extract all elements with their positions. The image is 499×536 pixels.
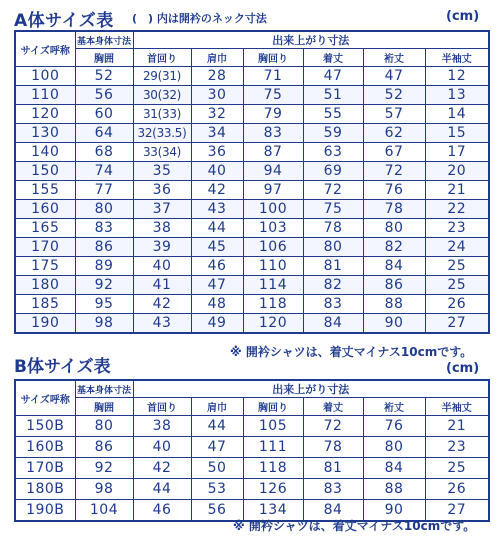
- table-cell: 52: [75, 67, 133, 86]
- table-cell: 63: [303, 143, 363, 162]
- table-cell: 38: [133, 219, 191, 238]
- table-cell: 89: [75, 257, 133, 276]
- table-cell: 90: [363, 500, 425, 522]
- column-header: 胸囲: [75, 49, 133, 67]
- column-header: 肩巾: [191, 49, 243, 67]
- table-cell: 26: [425, 295, 489, 314]
- table-cell: 105: [243, 416, 303, 437]
- table-cell: 41: [133, 276, 191, 295]
- table-cell: 84: [363, 257, 425, 276]
- table-row: [15, 238, 489, 257]
- table-row: [15, 479, 489, 500]
- table-cell: 80: [75, 200, 133, 219]
- column-header: 肩巾: [191, 398, 243, 416]
- table-cell: 75: [243, 86, 303, 105]
- table-cell: 83: [75, 219, 133, 238]
- table-cell: 110: [243, 257, 303, 276]
- table-cell: 80: [363, 437, 425, 458]
- table-cell: 98: [75, 314, 133, 334]
- table-cell: 69: [303, 162, 363, 181]
- size-cell: 160B: [15, 437, 75, 458]
- size-cell: 170B: [15, 458, 75, 479]
- section-a-title: A体サイズ表: [14, 11, 114, 31]
- table-cell: 77: [75, 181, 133, 200]
- size-table-a: [14, 30, 490, 334]
- table-row: [15, 143, 489, 162]
- table-cell: 47: [303, 67, 363, 86]
- table-cell: 25: [425, 276, 489, 295]
- header-finished: 出来上がり寸法: [133, 380, 489, 398]
- table-cell: 42: [133, 295, 191, 314]
- table-cell: 76: [363, 181, 425, 200]
- table-cell: 75: [303, 200, 363, 219]
- table-row: [15, 437, 489, 458]
- table-cell: 87: [243, 143, 303, 162]
- table-cell: 21: [425, 181, 489, 200]
- table-cell: 98: [75, 479, 133, 500]
- table-cell: 90: [363, 314, 425, 334]
- section-b-title: B体サイズ表: [14, 357, 111, 377]
- table-cell: 56: [191, 500, 243, 522]
- table-cell: 81: [303, 458, 363, 479]
- table-cell: 30: [191, 86, 243, 105]
- table-cell: 111: [243, 437, 303, 458]
- table-cell: 32(33.5): [133, 124, 191, 143]
- table-cell: 64: [75, 124, 133, 143]
- table-cell: 42: [133, 458, 191, 479]
- table-cell: 12: [425, 67, 489, 86]
- table-cell: 38: [133, 416, 191, 437]
- size-table-b: [14, 379, 490, 522]
- table-cell: 32: [191, 105, 243, 124]
- header-body-size: 基本身体寸法: [75, 31, 133, 49]
- table-row: [15, 458, 489, 479]
- table-cell: 23: [425, 437, 489, 458]
- table-cell: 48: [191, 295, 243, 314]
- table-cell: 76: [363, 416, 425, 437]
- table-cell: 81: [303, 257, 363, 276]
- column-header: 裄丈: [363, 398, 425, 416]
- table-cell: 78: [363, 200, 425, 219]
- table-row: [15, 219, 489, 238]
- table-cell: 14: [425, 105, 489, 124]
- table-cell: 84: [303, 314, 363, 334]
- size-cell: 190B: [15, 500, 75, 522]
- column-header: 胸囲: [75, 398, 133, 416]
- table-cell: 118: [243, 458, 303, 479]
- table-cell: 46: [133, 500, 191, 522]
- table-cell: 36: [133, 181, 191, 200]
- table-cell: 80: [75, 416, 133, 437]
- table-cell: 34: [191, 124, 243, 143]
- table-cell: 30(32): [133, 86, 191, 105]
- table-cell: 68: [75, 143, 133, 162]
- table-cell: 97: [243, 181, 303, 200]
- size-cell: 130: [15, 124, 75, 143]
- table-cell: 104: [75, 500, 133, 522]
- table-cell: 134: [243, 500, 303, 522]
- table-row: [15, 200, 489, 219]
- table-cell: 24: [425, 238, 489, 257]
- table-cell: 78: [303, 437, 363, 458]
- table-row: [15, 162, 489, 181]
- table-cell: 80: [303, 238, 363, 257]
- size-cell: 175: [15, 257, 75, 276]
- table-cell: 114: [243, 276, 303, 295]
- table-cell: 84: [363, 458, 425, 479]
- table-cell: 79: [243, 105, 303, 124]
- table-cell: 83: [303, 295, 363, 314]
- table-cell: 92: [75, 276, 133, 295]
- table-cell: 82: [303, 276, 363, 295]
- size-cell: 190: [15, 314, 75, 334]
- table-cell: 59: [303, 124, 363, 143]
- column-header: 胸回り: [243, 398, 303, 416]
- table-cell: 57: [363, 105, 425, 124]
- table-cell: 40: [191, 162, 243, 181]
- table-cell: 86: [75, 437, 133, 458]
- table-cell: 67: [363, 143, 425, 162]
- size-cell: 120: [15, 105, 75, 124]
- table-cell: 17: [425, 143, 489, 162]
- table-cell: 78: [303, 219, 363, 238]
- table-row: [15, 257, 489, 276]
- table-row: [15, 416, 489, 437]
- table-cell: 52: [363, 86, 425, 105]
- table-cell: 25: [425, 257, 489, 276]
- size-cell: 150: [15, 162, 75, 181]
- table-cell: 23: [425, 219, 489, 238]
- size-cell: 165: [15, 219, 75, 238]
- table-cell: 20: [425, 162, 489, 181]
- column-header: 首回り: [133, 398, 191, 416]
- table-cell: 72: [303, 416, 363, 437]
- table-cell: 13: [425, 86, 489, 105]
- section-a-unit: (cm): [446, 9, 480, 24]
- table-cell: 103: [243, 219, 303, 238]
- table-row: [15, 295, 489, 314]
- table-cell: 49: [191, 314, 243, 334]
- table-cell: 120: [243, 314, 303, 334]
- table-cell: 27: [425, 314, 489, 334]
- column-header: 半袖丈: [425, 398, 489, 416]
- section-b-unit: (cm): [446, 361, 480, 376]
- size-cell: 180B: [15, 479, 75, 500]
- table-cell: 88: [363, 295, 425, 314]
- table-cell: 71: [243, 67, 303, 86]
- table-cell: 88: [363, 479, 425, 500]
- table-cell: 47: [191, 437, 243, 458]
- header-finished: 出来上がり寸法: [133, 31, 489, 49]
- table-cell: 25: [425, 458, 489, 479]
- table-cell: 47: [191, 276, 243, 295]
- size-cell: 150B: [15, 416, 75, 437]
- table-cell: 44: [191, 416, 243, 437]
- table-cell: 33(34): [133, 143, 191, 162]
- header-size-name: サイズ呼称: [15, 31, 75, 67]
- size-cell: 110: [15, 86, 75, 105]
- table-cell: 43: [191, 200, 243, 219]
- table-cell: 80: [363, 219, 425, 238]
- table-cell: 50: [191, 458, 243, 479]
- size-cell: 100: [15, 67, 75, 86]
- table-cell: 62: [363, 124, 425, 143]
- section-a-note: ( ) 内は開衿のネック寸法: [132, 12, 267, 25]
- table-row: [15, 67, 489, 86]
- table-row: [15, 124, 489, 143]
- table-cell: 42: [191, 181, 243, 200]
- table-cell: 92: [75, 458, 133, 479]
- table-cell: 26: [425, 479, 489, 500]
- table-cell: 45: [191, 238, 243, 257]
- column-header: 半袖丈: [425, 49, 489, 67]
- size-cell: 155: [15, 181, 75, 200]
- table-cell: 100: [243, 200, 303, 219]
- table-cell: 46: [191, 257, 243, 276]
- table-cell: 55: [303, 105, 363, 124]
- section-a-footnote: ※ 開衿シャツは、着丈マイナス10cmです。: [230, 345, 473, 359]
- table-cell: 72: [363, 162, 425, 181]
- table-cell: 44: [191, 219, 243, 238]
- table-cell: 82: [363, 238, 425, 257]
- table-cell: 40: [133, 437, 191, 458]
- size-cell: 160: [15, 200, 75, 219]
- table-cell: 86: [75, 238, 133, 257]
- table-cell: 47: [363, 67, 425, 86]
- table-cell: 126: [243, 479, 303, 500]
- column-header: 胸回り: [243, 49, 303, 67]
- table-cell: 84: [303, 500, 363, 522]
- table-row: [15, 314, 489, 334]
- table-cell: 27: [425, 500, 489, 522]
- column-header: 着丈: [303, 398, 363, 416]
- table-cell: 44: [133, 479, 191, 500]
- table-cell: 31(33): [133, 105, 191, 124]
- table-cell: 86: [363, 276, 425, 295]
- table-cell: 53: [191, 479, 243, 500]
- table-cell: 118: [243, 295, 303, 314]
- table-cell: 83: [243, 124, 303, 143]
- table-row: [15, 276, 489, 295]
- table-cell: 29(31): [133, 67, 191, 86]
- table-cell: 40: [133, 257, 191, 276]
- size-cell: 140: [15, 143, 75, 162]
- table-cell: 106: [243, 238, 303, 257]
- column-header: 首回り: [133, 49, 191, 67]
- header-body-size: 基本身体寸法: [75, 380, 133, 398]
- size-cell: 170: [15, 238, 75, 257]
- table-cell: 39: [133, 238, 191, 257]
- table-cell: 94: [243, 162, 303, 181]
- table-cell: 28: [191, 67, 243, 86]
- table-cell: 22: [425, 200, 489, 219]
- header-size-name: サイズ呼称: [15, 380, 75, 416]
- table-cell: 43: [133, 314, 191, 334]
- table-cell: 35: [133, 162, 191, 181]
- size-cell: 180: [15, 276, 75, 295]
- table-cell: 36: [191, 143, 243, 162]
- table-cell: 95: [75, 295, 133, 314]
- column-header: 裄丈: [363, 49, 425, 67]
- table-row: [15, 86, 489, 105]
- column-header: 着丈: [303, 49, 363, 67]
- table-cell: 72: [303, 181, 363, 200]
- table-cell: 37: [133, 200, 191, 219]
- table-cell: 56: [75, 86, 133, 105]
- table-cell: 21: [425, 416, 489, 437]
- table-cell: 51: [303, 86, 363, 105]
- table-cell: 60: [75, 105, 133, 124]
- table-row: [15, 105, 489, 124]
- table-row: [15, 181, 489, 200]
- table-cell: 74: [75, 162, 133, 181]
- table-cell: 15: [425, 124, 489, 143]
- size-cell: 185: [15, 295, 75, 314]
- section-b-footnote: ※ 開衿シャツは、着丈マイナス10cmです。: [233, 519, 476, 533]
- table-cell: 83: [303, 479, 363, 500]
